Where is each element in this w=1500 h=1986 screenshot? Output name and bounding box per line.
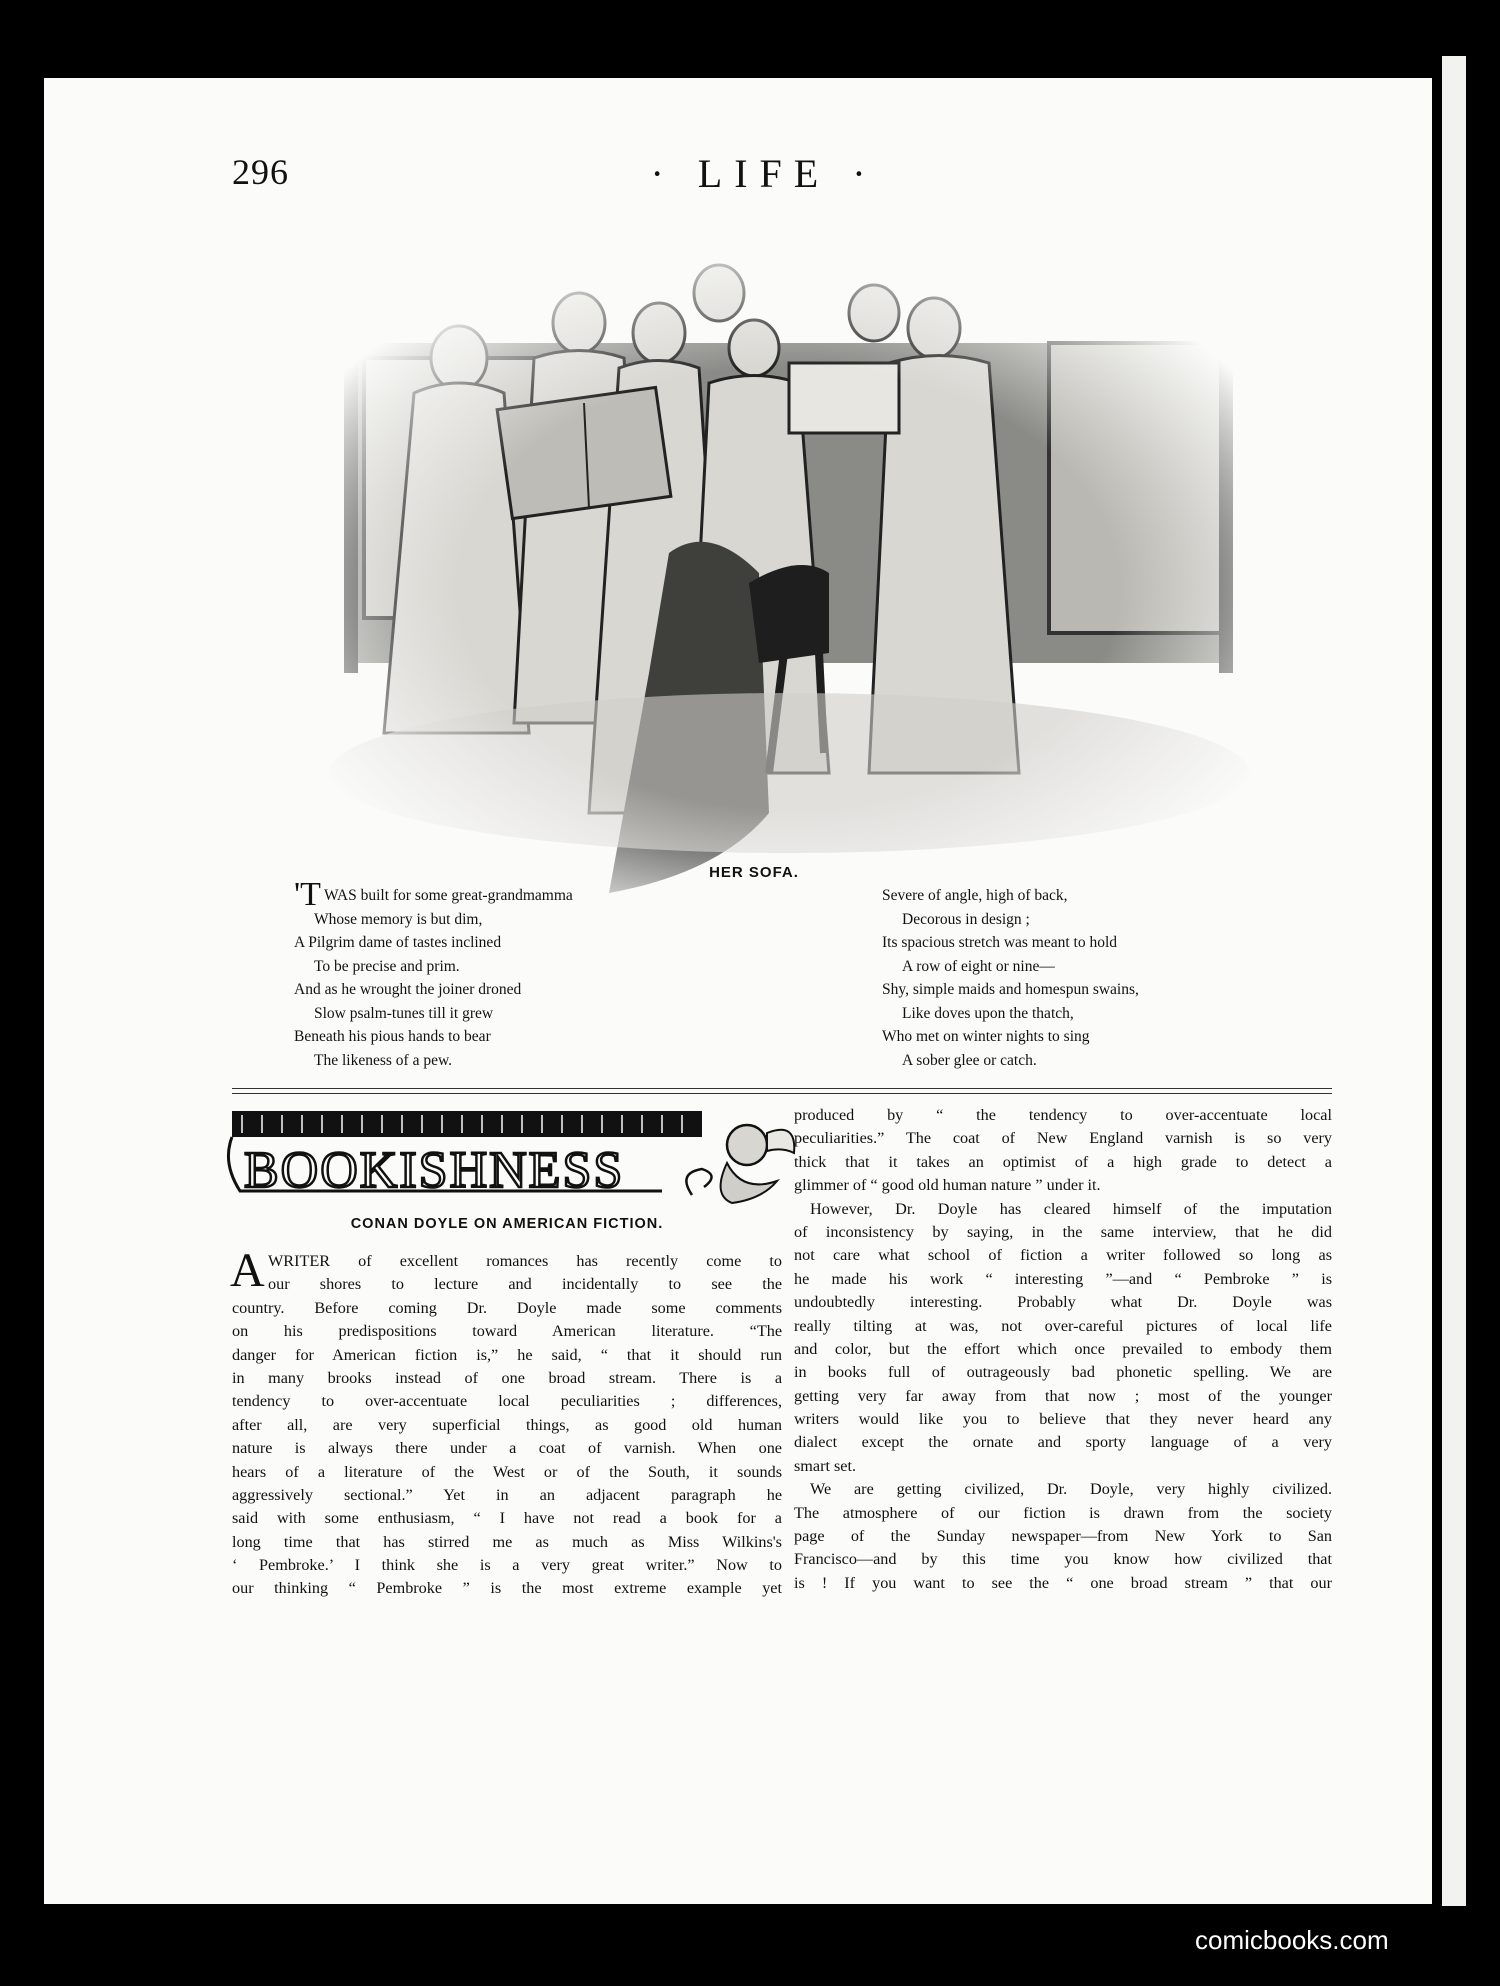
article-line: thick that it takes an optimist of a high grade to detect a bbox=[794, 1152, 1332, 1171]
article-line: nature is always there under a coat of varnish. When one bbox=[232, 1439, 782, 1458]
article-line: our thinking “ Pembroke ” is the most extreme example yet bbox=[232, 1579, 782, 1598]
poem-line: 'T WAS built for some great-grandmamma bbox=[294, 876, 573, 913]
article-line: said with some enthusiasm, “ I have not read a book for a bbox=[232, 1509, 782, 1528]
poem-left-column bbox=[294, 876, 654, 1072]
article-line: produced by “ the tendency to over-accentuate local bbox=[794, 1106, 1332, 1124]
article-line: Francisco—and by this time you know how civilized that bbox=[794, 1550, 1332, 1569]
article-line: in many brooks instead of one broad stream. There is a bbox=[232, 1368, 782, 1387]
article-line: The atmosphere of our fiction is drawn from the society bbox=[794, 1503, 1332, 1522]
section-divider bbox=[232, 1093, 1332, 1094]
article-line: of inconsistency by saying, in the same interview, that he did bbox=[794, 1222, 1332, 1241]
article-line: dialect except the ornate and sporty language of a very bbox=[794, 1433, 1332, 1452]
article-column-left bbox=[230, 1244, 782, 1601]
article-line: and color, but the effort which once prevailed to embody them bbox=[794, 1339, 1332, 1358]
article-line: writers would like you to believe that they never heard any bbox=[794, 1410, 1332, 1429]
article-line: WRITER of excellent romances has recently come to bbox=[268, 1252, 782, 1270]
article-line: he made his work “ interesting ”—and “ Pembroke ” is bbox=[794, 1269, 1332, 1288]
poem-line: To be precise and prim. bbox=[314, 957, 460, 975]
article-line: We are getting civilized, Dr. Doyle, very highly civilized. bbox=[810, 1480, 1332, 1499]
article-line: getting very far away from that now ; most of the younger bbox=[794, 1386, 1332, 1405]
article-line: is ! If you want to see the “ one broad stream ” that our bbox=[794, 1573, 1332, 1592]
poem-line: Like doves upon the thatch, bbox=[902, 1004, 1074, 1022]
article-line: tendency to over-accentuate local peculiarities ; differences, bbox=[232, 1392, 782, 1411]
article-line: after all, are very superficial things, as good old human bbox=[232, 1415, 782, 1434]
article-dropcap: A bbox=[230, 1244, 265, 1297]
poem-line: A row of eight or nine— bbox=[902, 957, 1055, 975]
article-line: glimmer of “ good old human nature ” under it. bbox=[794, 1176, 1101, 1195]
adjacent-page-edge bbox=[1432, 56, 1500, 1906]
cherub-ornament-icon bbox=[686, 1125, 794, 1203]
watermark: comicbooks.com bbox=[1195, 1925, 1389, 1955]
bookishness-banner bbox=[222, 1103, 802, 1213]
article-line: danger for American fiction is,” he said, “ that it should run bbox=[232, 1345, 782, 1364]
poem-line: A sober glee or catch. bbox=[902, 1051, 1037, 1069]
poem-right-column bbox=[882, 884, 1242, 1072]
poem-line: Decorous in design ; bbox=[902, 910, 1030, 928]
poem-line: Beneath his pious hands to bear bbox=[294, 1028, 491, 1045]
poem-line: Its spacious stretch was meant to hold bbox=[882, 934, 1118, 951]
poem-title: HER SOFA. bbox=[709, 864, 799, 881]
magazine-page bbox=[44, 78, 1432, 1904]
page-number: 296 bbox=[232, 152, 289, 192]
article-line: peculiarities.” The coat of New England varnish is so very bbox=[794, 1129, 1332, 1148]
article-line: our shores to lecture and incidentally to see the bbox=[268, 1275, 782, 1294]
poem-line: Slow psalm-tunes till it grew bbox=[314, 1004, 494, 1022]
poem-line: Severe of angle, high of back, bbox=[882, 887, 1068, 904]
poem-line: Shy, simple maids and homespun swains, bbox=[882, 981, 1139, 998]
article-line: ‘ Pembroke.’ I think she is a very great writer.” Now to bbox=[232, 1556, 782, 1575]
article-line: However, Dr. Doyle has cleared himself of the imputation bbox=[810, 1199, 1332, 1218]
engraving-illustration bbox=[289, 253, 1289, 923]
article-line: on his predispositions toward American literature. “The bbox=[232, 1322, 782, 1341]
article-line: undoubtedly interesting. Probably what Dr. Doyle was bbox=[794, 1293, 1332, 1312]
article-line: long time that has stirred me as much as Miss Wilkins's bbox=[232, 1532, 782, 1551]
article-line: country. Before coming Dr. Doyle made some comments bbox=[232, 1298, 782, 1317]
poem-line: Whose memory is but dim, bbox=[314, 910, 483, 928]
article-column-right bbox=[794, 1104, 1332, 1595]
article-line: hears of a literature of the West or of the South, it sounds bbox=[232, 1462, 782, 1481]
article-line: aggressively sectional.” Yet in an adjacent paragraph he bbox=[232, 1485, 782, 1504]
article-line: in books full of outrageously bad phonetic spelling. We are bbox=[794, 1363, 1332, 1382]
poem-dropcap: 'T bbox=[294, 876, 321, 913]
poem-line: And as he wrought the joiner droned bbox=[294, 981, 522, 998]
article-line: smart set. bbox=[794, 1456, 857, 1475]
section-divider bbox=[232, 1088, 1332, 1089]
banner-text: BOOKISHNESS bbox=[244, 1142, 625, 1199]
poem-line: A Pilgrim dame of tastes inclined bbox=[294, 934, 502, 951]
poem-line: The likeness of a pew. bbox=[314, 1051, 453, 1069]
article-line: really tilting at was, not over-careful pictures of local life bbox=[794, 1316, 1332, 1335]
article-line: page of the Sunday newspaper—from New York to San bbox=[794, 1527, 1332, 1546]
masthead-title: · LIFE · bbox=[650, 151, 878, 196]
article-line: not care what school of fiction a writer followed so long as bbox=[794, 1246, 1332, 1265]
article-heading: CONAN DOYLE ON AMERICAN FICTION. bbox=[350, 1216, 664, 1232]
poem-line: Who met on winter nights to sing bbox=[882, 1028, 1090, 1045]
